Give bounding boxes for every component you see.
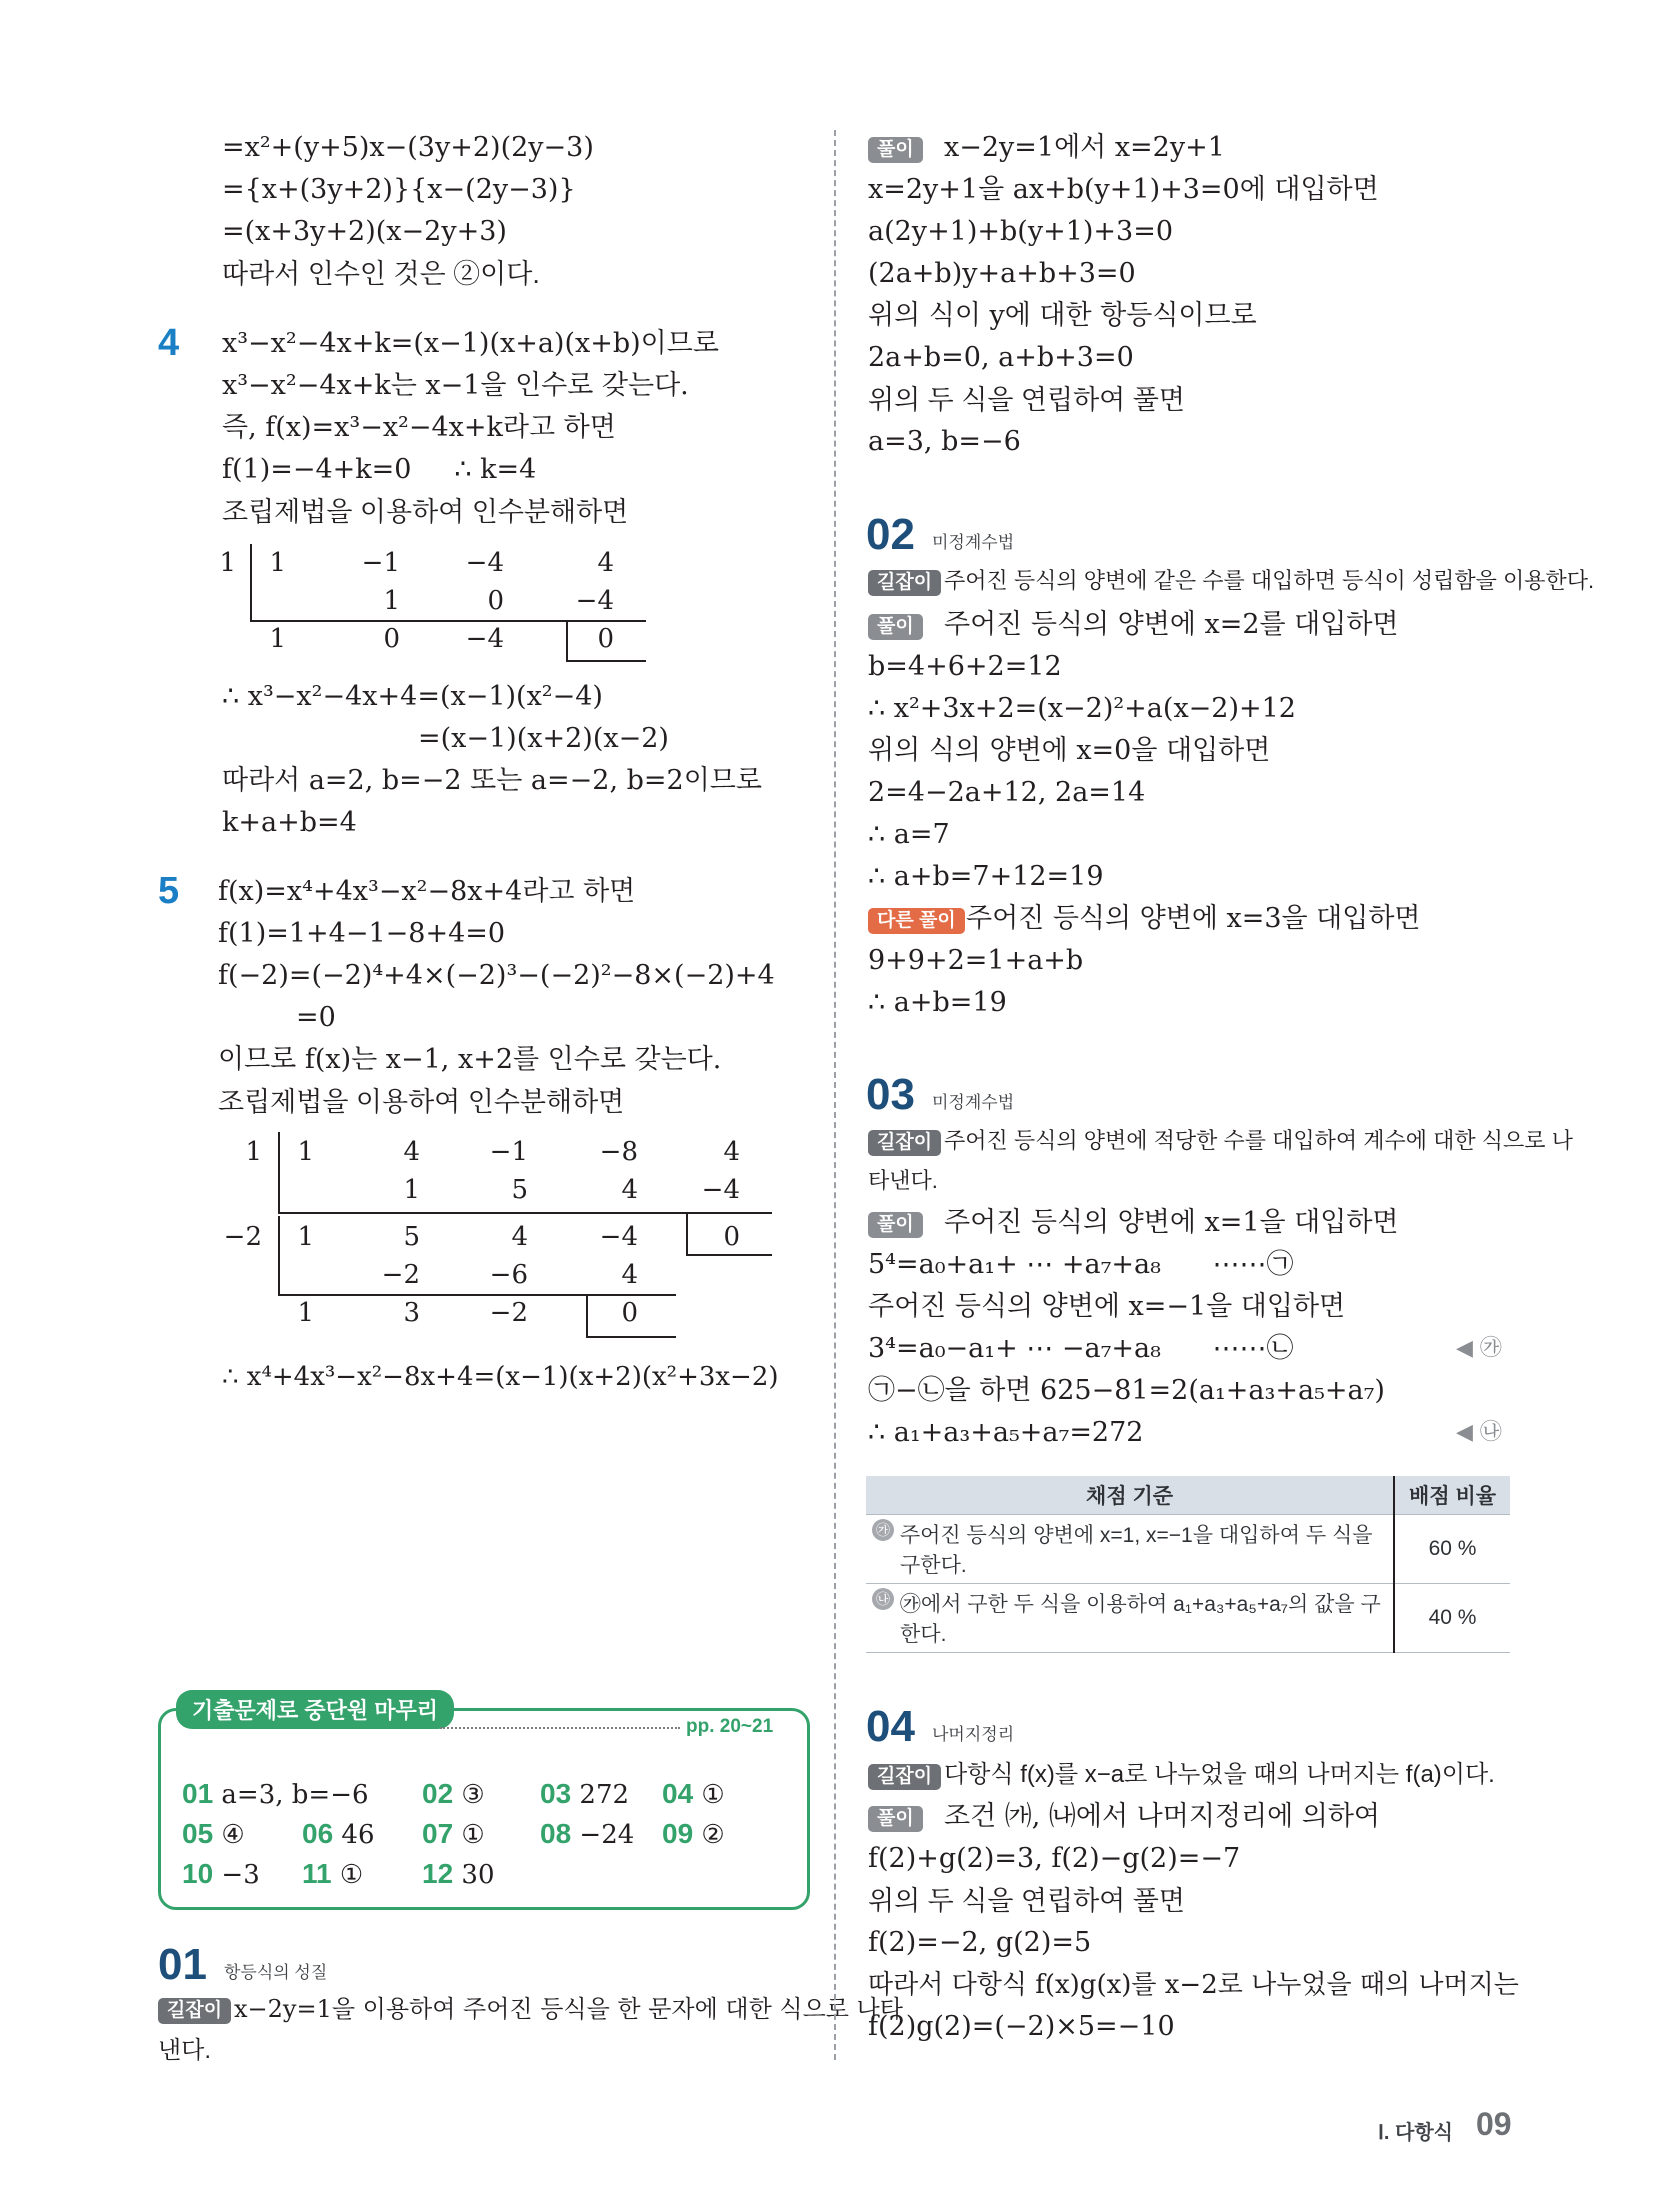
s01-guide-line-1: x−2y=1을 이용하여 주어진 등식을 한 문자에 대한 식으로 나타 — [234, 1995, 903, 2023]
answer-value: −3 — [221, 1860, 260, 1890]
s01-sol-2: x=2y+1을 ax+b(y+1)+3=0에 대입하면 — [868, 174, 1379, 205]
s01-sol-4: (2a+b)y+a+b+3=0 — [868, 258, 1136, 289]
s02-sol-1: 주어진 등식의 양변에 x=2를 대입하면 — [944, 609, 1399, 640]
answer-number: 12 — [422, 1858, 454, 1889]
section-tag-01: 항등식의 성질 — [224, 1963, 328, 1982]
s03-guide-2: 타낸다. — [868, 1168, 938, 1193]
synth-divider — [250, 544, 252, 622]
answer-value: ① — [461, 1820, 485, 1850]
synth-divider — [278, 1132, 280, 1212]
p5-line-2: f(1)=1+4−1−8+4=0 — [218, 918, 506, 949]
p3-line-2: ={x+(3y+2)}{x−(2y−3)} — [222, 174, 576, 205]
criteria-marker: ㉯ — [872, 1588, 894, 1610]
p4-line-5: 조립제법을 이용하여 인수분해하면 — [222, 497, 629, 527]
answer-number: 01 — [182, 1778, 214, 1809]
synth-cell: 1 — [269, 624, 286, 654]
criteria-text: ㉮에서 구한 두 식을 이용하여 a₁+a₃+a₅+a₇의 값을 구 — [899, 1593, 1381, 1616]
s04-sol-1: 조건 ㈎, ㈏에서 나머지정리에 의하여 — [944, 1801, 1380, 1832]
alt-solution-label: 다른 풀이 — [868, 908, 965, 934]
answer-value: ① — [339, 1860, 364, 1890]
synth-cell: 0 — [487, 586, 504, 616]
synth-cell: −4 — [701, 1175, 740, 1205]
scoring-ratio-1: 60 % — [1394, 1515, 1510, 1584]
guide-label: 길잡이 — [868, 1764, 941, 1790]
score-marker-2: ◀ ㉯ — [1456, 1420, 1502, 1445]
s01-sol-1: x−2y=1에서 x=2y+1 — [944, 132, 1225, 163]
scoring-criteria-1 — [866, 1515, 1394, 1584]
synth-cell: 1 — [297, 1137, 314, 1167]
p5-line-5: 이므로 f(x)는 x−1, x+2를 인수로 갖는다. — [218, 1044, 722, 1075]
s01-sol-8: a=3, b=−6 — [868, 426, 1021, 457]
answer-value: ③ — [461, 1780, 485, 1810]
guide-label: 길잡이 — [868, 1130, 941, 1156]
synth-divider — [278, 1212, 772, 1214]
s04-sol-2: f(2)+g(2)=3, f(2)−g(2)=−7 — [868, 1843, 1241, 1874]
answer-box-pages: pp. 20~21 — [686, 1716, 774, 1737]
section-tag-04: 나머지정리 — [932, 1725, 1015, 1744]
s03-sol-2: 5⁴=a₀+a₁+ ⋯ +a₇+a₈ ⋯⋯㉠ — [868, 1249, 1294, 1280]
scoring-header-criteria: 채점 기준 — [866, 1476, 1394, 1515]
scoring-header-ratio: 배점 비율 — [1394, 1476, 1510, 1515]
p3-line-4: 따라서 인수인 것은 ②이다. — [222, 259, 540, 289]
synth-divider — [250, 620, 646, 622]
synth-cell: 0 — [723, 1222, 740, 1252]
s02-sol-3: ∴ x²+3x+2=(x−2)²+a(x−2)+12 — [868, 693, 1296, 724]
synth-cell: 4 — [403, 1137, 420, 1167]
s01-sol-3: a(2y+1)+b(y+1)+3=0 — [868, 216, 1174, 247]
answer-06 — [302, 1818, 375, 1850]
answer-number: 11 — [302, 1858, 332, 1889]
answer-value: 30 — [461, 1860, 495, 1890]
synth-cell: 5 — [511, 1175, 528, 1205]
section-tag-03: 미정계수법 — [932, 1093, 1015, 1112]
guide-label: 길잡이 — [868, 570, 941, 596]
answer-number: 08 — [540, 1818, 572, 1849]
answer-number: 05 — [182, 1818, 214, 1849]
answer-value: ② — [701, 1820, 725, 1850]
p5-line-4: =0 — [296, 1002, 336, 1033]
answer-value: ① — [701, 1780, 725, 1810]
answer-value: 46 — [341, 1820, 375, 1850]
section-number-03: 03 — [866, 1070, 915, 1119]
synth-divider — [686, 1212, 688, 1254]
synth-divider — [566, 660, 646, 662]
solution-label: 풀이 — [868, 1212, 923, 1238]
s01-guide-line-2: 낸다. — [158, 2037, 212, 2064]
synth-divider — [278, 1294, 676, 1296]
synth-cell: −2 — [489, 1298, 528, 1328]
answer-02 — [422, 1778, 485, 1810]
criteria-marker: ㉮ — [872, 1519, 894, 1541]
solution-label: 풀이 — [868, 1806, 923, 1832]
synth-divider — [566, 620, 568, 660]
answer-number: 04 — [662, 1778, 694, 1809]
synth-cell: 1 — [383, 586, 400, 616]
answer-box-title: 기출문제로 중단원 마무리 — [176, 1690, 454, 1729]
synth-cell: 1 — [219, 548, 236, 578]
s03-sol-3: 주어진 등식의 양변에 x=−1을 대입하면 — [868, 1291, 1346, 1322]
s02-alt-3: ∴ a+b=19 — [868, 987, 1007, 1018]
s01-sol-7: 위의 두 식을 연립하여 풀면 — [868, 385, 1185, 415]
s04-guide: 다항식 f(x)를 x−a로 나누었을 때의 나머지는 f(a)이다. — [944, 1761, 1495, 1788]
answer-number: 03 — [540, 1778, 572, 1809]
synth-cell: 1 — [269, 548, 286, 578]
scoring-criteria-2 — [866, 1584, 1394, 1653]
s01-sol-5: 위의 식이 y에 대한 항등식이므로 — [868, 300, 1257, 331]
answer-01 — [182, 1778, 369, 1810]
synth-cell: 4 — [511, 1222, 528, 1252]
page-number: 09 — [1476, 2106, 1512, 2142]
p5-line-3: f(−2)=(−2)⁴+4×(−2)³−(−2)²−8×(−2)+4 — [218, 960, 775, 991]
p5-line-1: f(x)=x⁴+4x³−x²−8x+4라고 하면 — [218, 876, 636, 907]
answer-09 — [662, 1818, 725, 1850]
s02-sol-2: b=4+6+2=12 — [868, 651, 1062, 682]
s04-sol-5: 따라서 다항식 f(x)g(x)를 x−2로 나누었을 때의 나머지는 — [868, 1970, 1519, 2000]
synth-cell: 1 — [245, 1137, 262, 1167]
scoring-ratio-2: 40 % — [1394, 1584, 1510, 1653]
synth-cell: −8 — [599, 1137, 638, 1167]
answer-number: 07 — [422, 1818, 454, 1849]
synth-cell: −1 — [361, 548, 400, 578]
section-tag-02: 미정계수법 — [932, 533, 1015, 552]
synth-cell: 4 — [597, 548, 614, 578]
s02-sol-5: 2=4−2a+12, 2a=14 — [868, 777, 1146, 808]
synth-cell: −4 — [599, 1222, 638, 1252]
synth-cell: 4 — [723, 1137, 740, 1167]
p5-after: ∴ x⁴+4x³−x²−8x+4=(x−1)(x+2)(x²+3x−2) — [222, 1362, 779, 1392]
p4-line-1: x³−x²−4x+k=(x−1)(x+a)(x+b)이므로 — [222, 328, 719, 359]
s02-alt-2: 9+9+2=1+a+b — [868, 945, 1084, 976]
synth-cell: 5 — [403, 1222, 420, 1252]
answer-number: 10 — [182, 1858, 214, 1889]
s02-sol-7: ∴ a+b=7+12=19 — [868, 861, 1104, 892]
section-number-04: 04 — [866, 1702, 915, 1751]
synth-cell: 0 — [597, 624, 614, 654]
synth-divider — [586, 1336, 676, 1338]
problem-number-4: 4 — [158, 322, 180, 364]
s04-sol-4: f(2)=−2, g(2)=5 — [868, 1927, 1092, 1958]
p3-line-1: =x²+(y+5)x−(3y+2)(2y−3) — [222, 132, 594, 163]
s02-sol-6: ∴ a=7 — [868, 819, 950, 850]
s01-sol-6: 2a+b=0, a+b+3=0 — [868, 342, 1134, 373]
criteria-text: 주어진 등식의 양변에 x=1, x=−1을 대입하여 두 식을 — [899, 1524, 1373, 1547]
s04-sol-6: f(2)g(2)=(−2)×5=−10 — [868, 2011, 1175, 2042]
synth-cell: 4 — [621, 1175, 638, 1205]
problem-number-5: 5 — [158, 870, 180, 912]
answer-07 — [422, 1818, 485, 1850]
s02-guide: 주어진 등식의 양변에 같은 수를 대입하면 등식이 성립함을 이용한다. — [944, 568, 1595, 593]
synth-cell: 1 — [297, 1222, 314, 1252]
answer-number: 02 — [422, 1778, 454, 1809]
synth-cell: −1 — [489, 1137, 528, 1167]
p4-after-4: k+a+b=4 — [222, 807, 357, 838]
section-number-02: 02 — [866, 510, 915, 559]
answer-number: 06 — [302, 1818, 334, 1849]
section-number-01: 01 — [158, 1940, 207, 1989]
p4-line-4: f(1)=−4+k=0 ∴ k=4 — [222, 454, 537, 485]
p4-after-3: 따라서 a=2, b=−2 또는 a=−2, b=2이므로 — [222, 765, 762, 796]
answer-12 — [422, 1858, 495, 1890]
synth-cell: 1 — [297, 1298, 314, 1328]
p4-after-2: =(x−1)(x+2)(x−2) — [418, 723, 669, 754]
answer-value: −24 — [579, 1820, 635, 1850]
synth-cell: −4 — [465, 548, 504, 578]
answer-value: ④ — [221, 1820, 245, 1850]
column-divider — [834, 130, 836, 2060]
s02-alt-1: 주어진 등식의 양변에 x=3을 대입하면 — [966, 903, 1421, 934]
guide-label: 길잡이 — [158, 1998, 231, 2024]
answer-value: a=3, b=−6 — [221, 1780, 369, 1810]
dotted-leader — [440, 1727, 680, 1729]
solution-label: 풀이 — [868, 614, 923, 640]
synth-cell: 3 — [403, 1298, 420, 1328]
s02-sol-4: 위의 식의 양변에 x=0을 대입하면 — [868, 735, 1271, 766]
answer-05 — [182, 1818, 245, 1850]
criteria-text: 한다. — [900, 1623, 947, 1646]
criteria-text: 구한다. — [900, 1554, 967, 1577]
answer-08 — [540, 1818, 634, 1850]
scoring-table — [866, 1476, 1510, 1653]
answer-number: 09 — [662, 1818, 694, 1849]
synth-cell: 4 — [621, 1260, 638, 1290]
synth-cell: −4 — [465, 624, 504, 654]
synth-cell: −6 — [489, 1260, 528, 1290]
synth-cell: 0 — [383, 624, 400, 654]
p5-line-6: 조립제법을 이용하여 인수분해하면 — [218, 1087, 625, 1117]
synth-cell: 1 — [403, 1175, 420, 1205]
s03-guide-1: 주어진 등식의 양변에 적당한 수를 대입하여 계수에 대한 식으로 나 — [944, 1128, 1573, 1153]
s03-sol-6: ∴ a₁+a₃+a₅+a₇=272 — [868, 1417, 1144, 1448]
synth-cell: −4 — [575, 586, 614, 616]
solution-label: 풀이 — [868, 137, 923, 163]
p4-after-1: ∴ x³−x²−4x+4=(x−1)(x²−4) — [222, 681, 603, 712]
p3-line-3: =(x+3y+2)(x−2y+3) — [222, 216, 507, 247]
answer-03 — [540, 1778, 629, 1810]
s03-sol-5: ㉠−㉡을 하면 625−81=2(a₁+a₃+a₅+a₇) — [868, 1375, 1385, 1406]
synth-cell: 0 — [621, 1298, 638, 1328]
answer-11 — [302, 1858, 363, 1890]
p4-line-2: x³−x²−4x+k는 x−1을 인수로 갖는다. — [222, 370, 689, 401]
synth-divider — [686, 1254, 772, 1256]
synth-divider — [278, 1216, 280, 1294]
answer-04 — [662, 1778, 725, 1810]
s04-sol-3: 위의 두 식을 연립하여 풀면 — [868, 1886, 1185, 1916]
synth-cell: −2 — [381, 1260, 420, 1290]
s03-sol-1: 주어진 등식의 양변에 x=1을 대입하면 — [944, 1207, 1399, 1238]
p4-line-3: 즉, f(x)=x³−x²−4x+k라고 하면 — [222, 412, 616, 443]
chapter-label: Ⅰ. 다항식 — [1378, 2122, 1453, 2144]
synth-cell: −2 — [223, 1222, 262, 1252]
synth-divider — [586, 1294, 588, 1336]
answer-10 — [182, 1858, 260, 1890]
answer-value: 272 — [579, 1780, 630, 1810]
s03-sol-4: 3⁴=a₀−a₁+ ⋯ −a₇+a₈ ⋯⋯㉡ — [868, 1333, 1294, 1364]
score-marker-1: ◀ ㉮ — [1456, 1336, 1502, 1361]
